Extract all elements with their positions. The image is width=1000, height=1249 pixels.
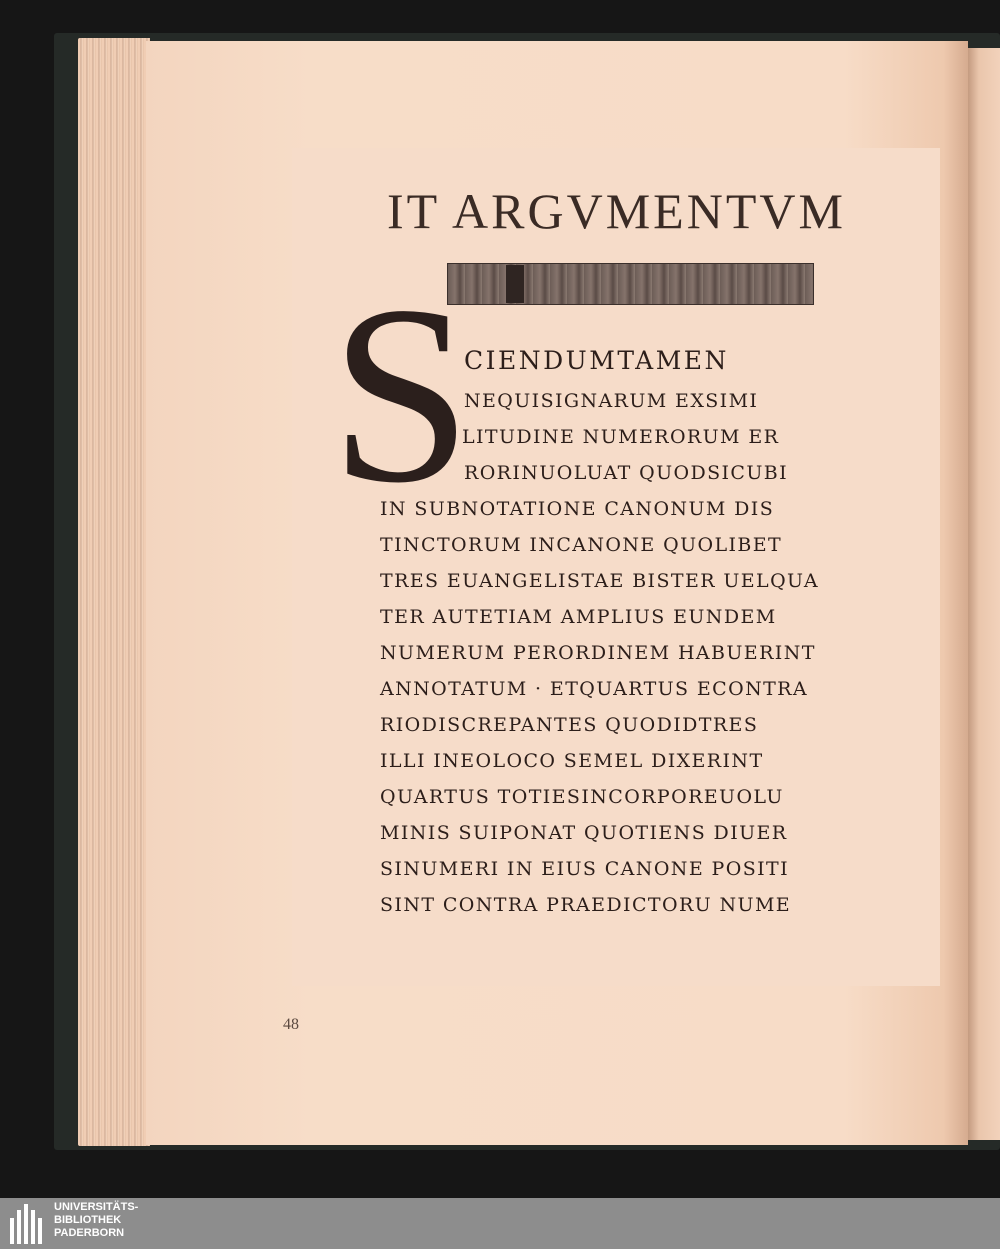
- text-line: TER AUTETIAM AMPLIUS EUNDEM: [380, 606, 777, 628]
- text-line: NEQUISIGNARUM EXSIMI: [464, 390, 759, 412]
- text-line: IN SUBNOTATIONE CANONUM DIS: [380, 498, 775, 520]
- text-line: ANNOTATUM · ETQUARTUS ECONTRA: [380, 678, 809, 700]
- text-line: TRES EUANGELISTAE BISTER UELQUA: [380, 570, 819, 592]
- library-name-line: BIBLIOTHEK: [54, 1214, 122, 1226]
- text-line: RORINUOLUAT QUODSICUBI: [464, 462, 789, 484]
- text-line: NUMERUM PERORDINEM HABUERINT: [380, 642, 816, 664]
- text-line: RIODISCREPANTES QUODIDTRES: [380, 714, 759, 736]
- library-name-line: PADERBORN: [54, 1227, 125, 1239]
- library-footer: [0, 1198, 1000, 1249]
- facing-page-edge: [965, 48, 1000, 1140]
- page-edges: [78, 38, 150, 1146]
- text-line: MINIS SUIPONAT QUOTIENS DIUER: [380, 822, 788, 844]
- page-number: 48: [283, 1016, 299, 1033]
- text-line: CIENDUMTAMEN: [464, 346, 729, 375]
- library-name-line: UNIVERSITÄTS-: [54, 1201, 139, 1213]
- text-line: LITUDINE NUMERORUM ER: [462, 426, 780, 448]
- library-name: [54, 1201, 138, 1240]
- text-line: SINT CONTRA PRAEDICTORU NUME: [380, 894, 792, 916]
- illuminated-initial: S: [330, 254, 472, 536]
- text-line: TINCTORUM INCANONE QUOLIBET: [380, 534, 783, 556]
- text-line: QUARTUS TOTIESINCORPOREUOLU: [380, 786, 784, 808]
- ornamental-band: [447, 263, 814, 305]
- ornament-mark: [506, 265, 524, 303]
- text-line: ILLI INEOLOCO SEMEL DIXERINT: [380, 750, 764, 772]
- manuscript-heading: IT ARGVMENTVM: [387, 183, 846, 239]
- library-logo-icon: [10, 1204, 46, 1244]
- text-line: SINUMERI IN EIUS CANONE POSITI: [380, 858, 790, 880]
